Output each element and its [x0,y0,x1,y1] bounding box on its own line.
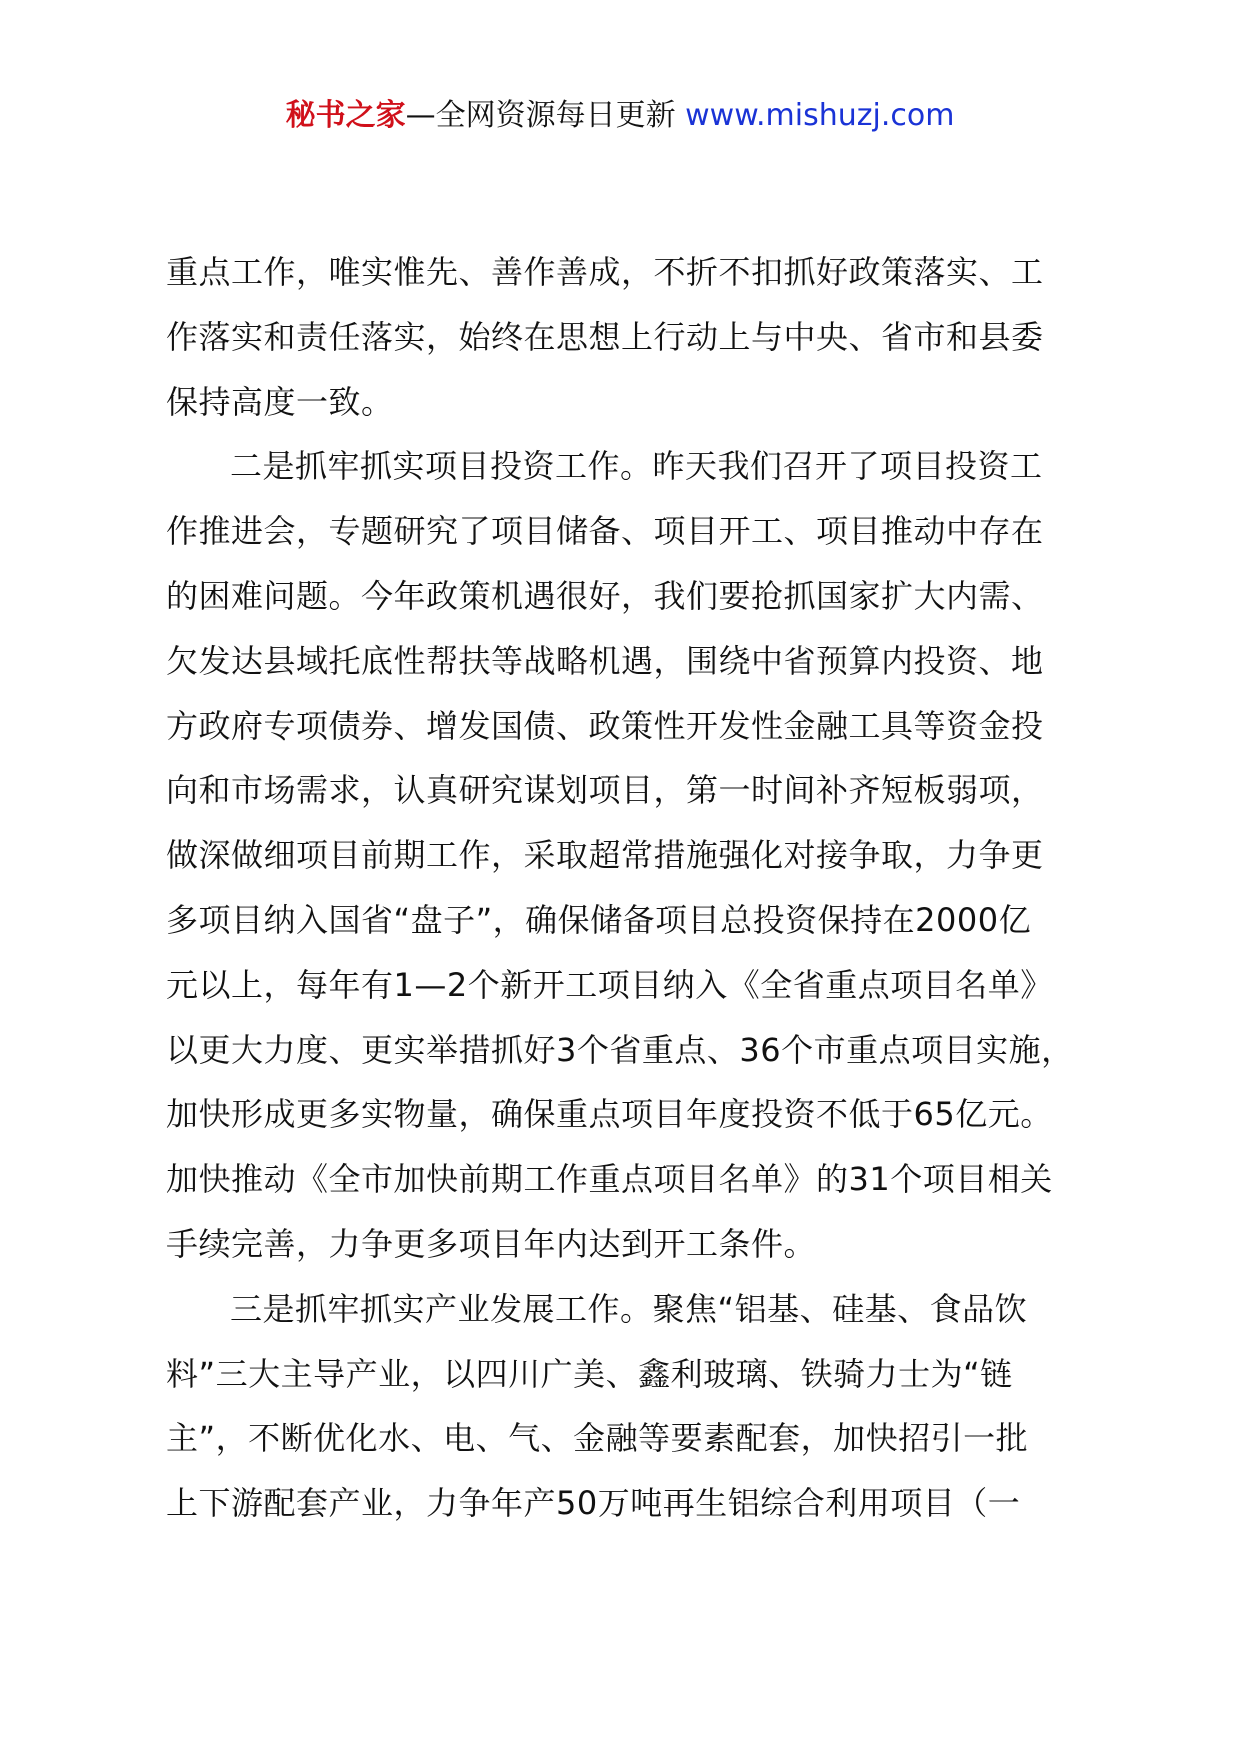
paragraph-line: 作推进会，专题研究了项目储备、项目开工、项目推动中存在 [166,512,1044,551]
paragraph-line: 元以上，每年有1—2个新开工项目纳入《全省重点项目名单》 [166,965,1053,1004]
paragraph-line: 欠发达县域托底性帮扶等战略机遇，围绕中省预算内投资、地 [166,641,1044,680]
site-brand: 秘书之家 [285,98,406,133]
paragraph-line: 上下游配套产业，力争年产50万吨再生铝综合利用项目（一 [166,1484,1021,1523]
paragraph-line: 料”三大主导产业，以四川广美、鑫利玻璃、铁骑力士为“链 [166,1354,1013,1393]
paragraph-line: 方政府专项债券、增发国债、政策性开发性金融工具等资金投 [166,706,1044,745]
paragraph-line: 作落实和责任落实，始终在思想上行动上与中央、省市和县委 [166,317,1044,356]
paragraph-line: 以更大力度、更实举措抓好3个省重点、36个市重点项目实施， [166,1030,1074,1069]
paragraph-line: 手续完善，力争更多项目年内达到开工条件。 [166,1224,817,1263]
document-body [166,240,1126,1536]
paragraph-line: 保持高度一致。 [166,382,394,421]
paragraph-line: 加快推动《全市加快前期工作重点项目名单》的31个项目相关 [166,1160,1053,1199]
site-header [0,96,1240,136]
paragraph-line: 主”，不断优化水、电、气、金融等要素配套，加快招引一批 [166,1419,1029,1458]
paragraph-line: 重点工作，唯实惟先、善作善成，不折不扣抓好政策落实、工 [166,253,1044,291]
site-tagline: —全网资源每日更新 [405,98,676,133]
paragraph-line: 向和市场需求，认真研究谋划项目，第一时间补齐短板弱项， [166,771,1044,810]
paragraph-line: 三是抓牢抓实产业发展工作。聚焦“铝基、硅基、食品饮 [230,1289,1028,1328]
paragraph-line: 二是抓牢抓实项目投资工作。昨天我们召开了项目投资工 [230,447,1043,486]
paragraph-line: 加快形成更多实物量，确保重点项目年度投资不低于65亿元。 [166,1095,1053,1134]
site-url-link[interactable]: www.mishuzj.com [685,98,955,133]
paragraph-line: 多项目纳入国省“盘子”，确保储备项目总投资保持在2000亿 [166,900,1032,939]
paragraph-line: 做深做细项目前期工作，采取超常措施强化对接争取，力争更 [166,836,1044,875]
paragraph-line: 的困难问题。今年政策机遇很好，我们要抢抓国家扩大内需、 [166,576,1044,615]
